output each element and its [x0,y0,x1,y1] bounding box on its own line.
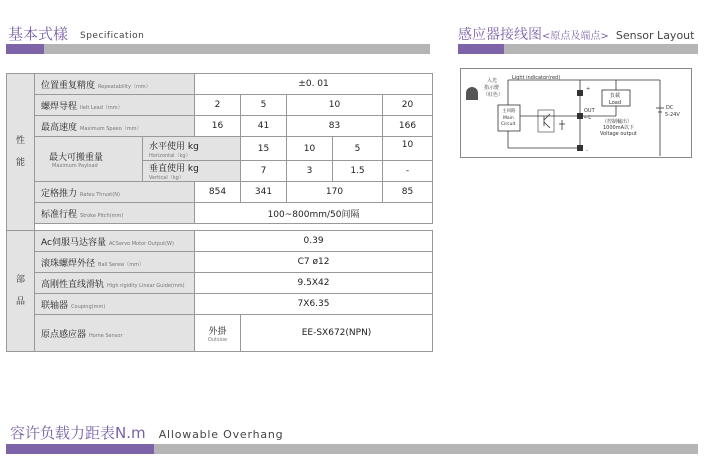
horizontal-value: 10 [287,137,333,161]
out-label: OUT [584,108,595,114]
home-sensor-mount-en: Outsioe [207,336,228,343]
max-payload-label-cn: 最大可搬重量 [49,152,104,163]
row-label [35,315,195,352]
row-label [35,252,195,273]
home-sensor-label-en: Home Sensor [89,332,123,339]
horizontal-value: 5 [333,137,383,161]
stroke-pitch-label: 标准行程 [41,209,78,220]
stroke-pitch-value: 100~800mm/50间隔 [195,203,433,224]
group-parts [7,231,35,352]
repeatability-value: ±0. 01 [195,74,433,95]
table-row [7,273,433,294]
indicator-cn-2: 指示燈 [484,85,500,91]
spec-title-bar-accent [6,44,44,54]
linear-guide-label-en: High rigidity Linear Guide(mm) [107,282,185,289]
spec-title-cn: 基本式樣 [8,25,69,43]
vertical-value: - [383,161,433,182]
indicator-cn-1: 入光 [487,78,498,84]
ctrl-output-cn: （控制輸出） [602,119,633,125]
table-row [7,294,433,315]
lead-value: 20 [383,95,433,116]
layout-title-cn: 感应器接线图 [458,27,542,43]
home-sensor-mount [195,315,241,352]
max-speed-label: 最高速度 [41,122,78,133]
terminal-minus [577,145,583,151]
vertical-label-en: Vertical（kg） [149,175,184,181]
lead-label: 螺焊导程 [41,101,78,112]
rated-thrust-label: 定格推力 [41,188,78,199]
row-label [35,95,195,116]
layout-title-en: Sensor Layout [615,29,695,42]
load-cn: 負載 [610,93,621,99]
plus-label: + [586,86,591,92]
coupling-label: 联轴器 [41,300,69,311]
max-speed-value: 16 [195,116,241,137]
light-indicator-label: Light indicator(red) [512,75,561,81]
indicator-cn-3: （紅色） [483,92,504,98]
minus-label: - [586,148,588,154]
group-performance [7,74,35,231]
indicator-lamp-base [466,93,478,100]
vertical-label [143,161,241,182]
home-sensor-value: EE-SX672(NPN) [241,315,433,352]
vertical-value: 7 [241,161,287,182]
vertical-label-cn: 垂直使用 kg [149,164,199,174]
coupling-value: 7X6.35 [195,294,433,315]
terminal-plus [577,90,583,96]
ball-screw-label-en: Ball Serew（mm） [98,261,144,268]
max-speed-label-en: Maximum Speeo（mm） [80,125,142,132]
layout-title [458,24,694,44]
repeatability-label: 位置重复精度 [41,80,96,91]
row-label [35,231,195,252]
table-spacer [35,224,433,231]
sensor-wiring-diagram [460,68,692,158]
table-row [7,116,433,137]
lead-value: 10 [287,95,383,116]
ctrl-output-current: 1000mA以下 [603,125,635,131]
layout-title-sub: <原点及端点> [542,31,609,42]
horizontal-label-en: Horizontal（kg） [149,152,191,159]
table-row [7,252,433,273]
group-parts-label: 部 品 [15,275,25,307]
overhang-title-en: Allowable Overhang [158,428,284,441]
row-label [35,203,195,224]
spec-title-en: Specification [80,31,145,41]
voltage-label: 5-24V [665,112,680,118]
dc-label: DC [666,105,674,111]
stroke-pitch-label-en: Stroke Pitch(mm) [80,212,124,219]
horizontal-label-cn: 水平使用 kg [149,141,199,152]
table-row [7,95,433,116]
main-circuit-en-1: Main [503,116,514,121]
ctrl-output-en: Voltage output [600,131,637,137]
rated-thrust-label-en: Rateu Thrust(N) [80,191,120,198]
table-row [7,203,433,224]
coupling-label-en: Couping(mm) [71,303,106,310]
row-label [35,273,195,294]
rated-thrust-value: 85 [383,182,433,203]
lead-value: 2 [195,95,241,116]
overhang-title-cn: 容许负载力距表N.m [10,424,146,442]
ball-screw-label: 滚珠螺焊外径 [41,258,96,269]
linear-guide-label: 高刚性直线滑轨 [41,279,105,290]
table-row [7,137,433,161]
vertical-value: 1.5 [333,161,383,182]
max-speed-value: 41 [241,116,287,137]
horizontal-label [143,137,241,161]
l-label: ←L [584,115,591,121]
row-label [35,182,195,203]
row-label [35,74,195,95]
max-speed-value: 83 [287,116,383,137]
home-sensor-label: 原点感应器 [41,329,87,340]
overhang-title [10,422,283,443]
max-payload-label-en: Maximum Payload [52,162,98,169]
max-payload-label [35,137,143,182]
overhang-title-bar-accent [6,444,154,454]
home-sensor-mount-cn: 外掛 [208,326,227,337]
spec-table [6,73,433,352]
repeatability-label-en: Repeatability（mm） [98,83,151,90]
row-label [35,116,195,137]
servo-motor-value: 0.39 [195,231,433,252]
servo-motor-label-en: ACServo Motor Output(W) [108,240,174,247]
horizontal-value: 15 [241,137,287,161]
spec-title-bar [6,44,430,54]
lead-label-en: Ilelt Lead（mm） [80,104,123,111]
terminal-out [577,113,583,119]
table-row-spacer [7,224,433,231]
rated-thrust-value: 854 [195,182,241,203]
ball-screw-value: C7 ø12 [195,252,433,273]
vertical-value: 3 [287,161,333,182]
table-row [7,315,433,352]
horizontal-value: 10 [383,137,433,161]
main-circuit-en-2: Circuit [501,122,516,127]
load-en: Load [609,100,621,106]
linear-guide-value: 9.5X42 [195,273,433,294]
group-performance-label: 性 能 [15,136,25,168]
layout-title-bar-accent [458,44,504,54]
table-row [7,231,433,252]
row-label [35,294,195,315]
table-row [7,182,433,203]
rated-thrust-value: 170 [287,182,383,203]
lead-value: 5 [241,95,287,116]
max-speed-value: 166 [383,116,433,137]
main-circuit-cn: 主回路 [502,109,516,114]
rated-thrust-value: 341 [241,182,287,203]
table-row [7,74,433,95]
servo-motor-label: Ac伺服马达容量 [41,237,106,248]
